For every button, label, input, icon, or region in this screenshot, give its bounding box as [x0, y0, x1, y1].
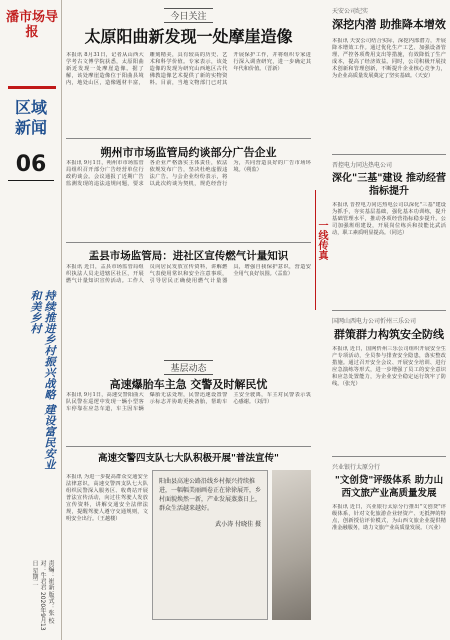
- right-headline-4: "文创贷"评级体系 助力山西文旅产业高质量发展: [334, 475, 444, 499]
- right-headline-2: 深化"三基"建设 推动经营指标提升: [332, 173, 446, 197]
- article-body-5: 本报讯 为进一步提高群众交通安全法律意识，高速交警四支队七大队组织民警深入服务区、收费站开展普法宣传活动，向过往驾驶人发放宣传资料，讲解交通安全法律法规，提醒驾驶人遵守交通规则，文明安全出行。（王越楼）: [66, 474, 148, 522]
- right-body-1: 本报讯 天安公司结合实际，深挖内部潜力，开展降本增效工作。通过优化生产工艺、加强设备管理、严控各项费用支出等措施，有效降低了生产成本，提高了经济效益。同时，公司积极开展技术创新和管理创新，不断提升企业核心竞争力，为企业高质量发展奠定了坚实基础。（天安）: [332, 38, 446, 79]
- kicker-2: 晋控电力同达热电公司: [332, 162, 393, 169]
- headline-5: 高速交警四支队七大队积极开展"普法宣传": [98, 453, 279, 464]
- caption-text: 阳曲县高速公路沿线乡村振兴持续推进，一幅幅美丽画卷正在徐徐展开，乡村面貌焕然一新，产业发展蒸蒸日上，群众生活越来越好。: [159, 478, 262, 512]
- divider: [332, 310, 446, 311]
- column-tag-grassroots: 基层动态: [66, 360, 311, 375]
- page-number: 06: [15, 152, 47, 177]
- news-photo: [272, 470, 311, 620]
- right-body-4: 本报讯 近日，兴业银行太原分行推出"文创贷"评级体系，针对文化旅游企业轻资产、无抵押的特点，创新授信评价模式，为山西文旅企业提供精准金融服务，助力文旅产业高质量发展。（兴业）: [332, 504, 446, 531]
- right-body-2: 本报讯 晋控电力同达热电公司以深化"三基"建设为抓手，夯实基层基础，强化基本功训练，提升基础管理水平，推动各项经营指标稳步提升。公司加强班组建设，开展岗位练兵和技能比武活动，职工素质明显提高。（同达）: [332, 202, 446, 236]
- article-body-4: 本报讯 9月1日，高速交警阳曲大队民警在巡逻中发现一辆小型客车停靠在应急车道，车主因车辆爆胎无法处理，民警迅速设置警示标志并协助更换备胎，帮助车主安全驶离，车主对民警表示衷心感谢。（刘洋）: [66, 392, 311, 412]
- kicker-1: 天安公司纪实: [332, 8, 369, 15]
- divider: [66, 242, 311, 243]
- photo-caption-box: [152, 470, 268, 620]
- divider: [332, 154, 446, 155]
- kicker-4: 兴业银行太原分行: [332, 464, 381, 471]
- headline-4: 高速爆胎车主急 交警及时解民忧: [109, 378, 268, 391]
- right-headline-3: 群策群力构筑安全防线: [334, 328, 444, 341]
- headline-3: 盂县市场监管局：进社区宣传燃气计量知识: [88, 250, 289, 262]
- article-body-3: 本报讯 近日，盂县市场监管局组织执法人员走进辖区社区，开展燃气计量知识宣传活动。工作人员向居民发放宣传资料，讲解燃气表使用常识和安全注意事项，引导居民正确使用燃气计量器具，增强自我保护意识，营造安全用气良好氛围。（盂监）: [66, 264, 311, 284]
- divider: [66, 138, 311, 139]
- slogan: 持续推进乡村振兴战略 建设富民安业和美乡村: [29, 290, 56, 470]
- divider: [332, 456, 446, 457]
- article-body-1: 本报讯 8月31日，记者从山西大学考古文博学院获悉，太原阳曲新近发现一处摩崖造像。据了解，该处摩崖造像位于阳曲县境内，地处山区，造像题材丰富，雕刻精美，具有较高的历史、艺术和科学价值。专家表示，该处造像的发现为研究山西地区古代佛教造像艺术提供了新的实物资料。目前，当地文物部门已对其开展保护工作，并将组织专家进行深入调查研究，进一步确定其年代和价值。（晋新）: [66, 52, 311, 86]
- headline-main: 太原阳曲新发现一处摩崖造像: [84, 27, 293, 46]
- right-headline-1: 深挖内潜 助推降本增效: [332, 18, 446, 31]
- page-number-rule: [8, 180, 54, 181]
- page-credit: 责编：崔新 版式：张 校对：牛君君 2020年9月13日 星期二: [31, 560, 54, 631]
- headline-2: 朔州市市场监管局约谈部分广告企业: [100, 146, 277, 159]
- column-divider-label: 一线传真: [316, 220, 327, 260]
- masthead-rule: [8, 86, 56, 89]
- main-column: [66, 4, 311, 636]
- right-column: [332, 4, 446, 636]
- right-body-3: 本报讯 近日，国网忻州三乐公司组织开展安全生产专项活动，全员参与排查安全隐患，落实整改措施。通过召开安全会议、开展安全培训、进行应急演练等形式，进一步增强了员工的安全意识和应急处置能力，为企业安全稳定运行筑牢了防线。（张光）: [332, 346, 446, 387]
- left-rail: [2, 0, 62, 640]
- kicker-3: 国网山西电力公司忻州三乐公司: [332, 318, 417, 325]
- article-body-2: 本报讯 9月1日，朔州市市场监管局组织召开部分广告经营单位行政约谈会。会议通报了近期广告监测发现的违法违规问题，要求各企业严格落实主体责任，依法依规发布广告，坚决杜绝虚假违法广告。与会企业纷纷表示，将以此次约谈为契机，规范经营行为，共同营造良好的广告市场环境。（朔监）: [66, 160, 311, 187]
- section-name: 区域新闻: [14, 98, 47, 137]
- column-tag-today: 今日关注: [66, 8, 311, 23]
- divider: [66, 446, 311, 447]
- caption-author: 武小涛 付晓佳 摄: [215, 521, 261, 528]
- masthead-logo: 潘市场导报: [6, 10, 59, 40]
